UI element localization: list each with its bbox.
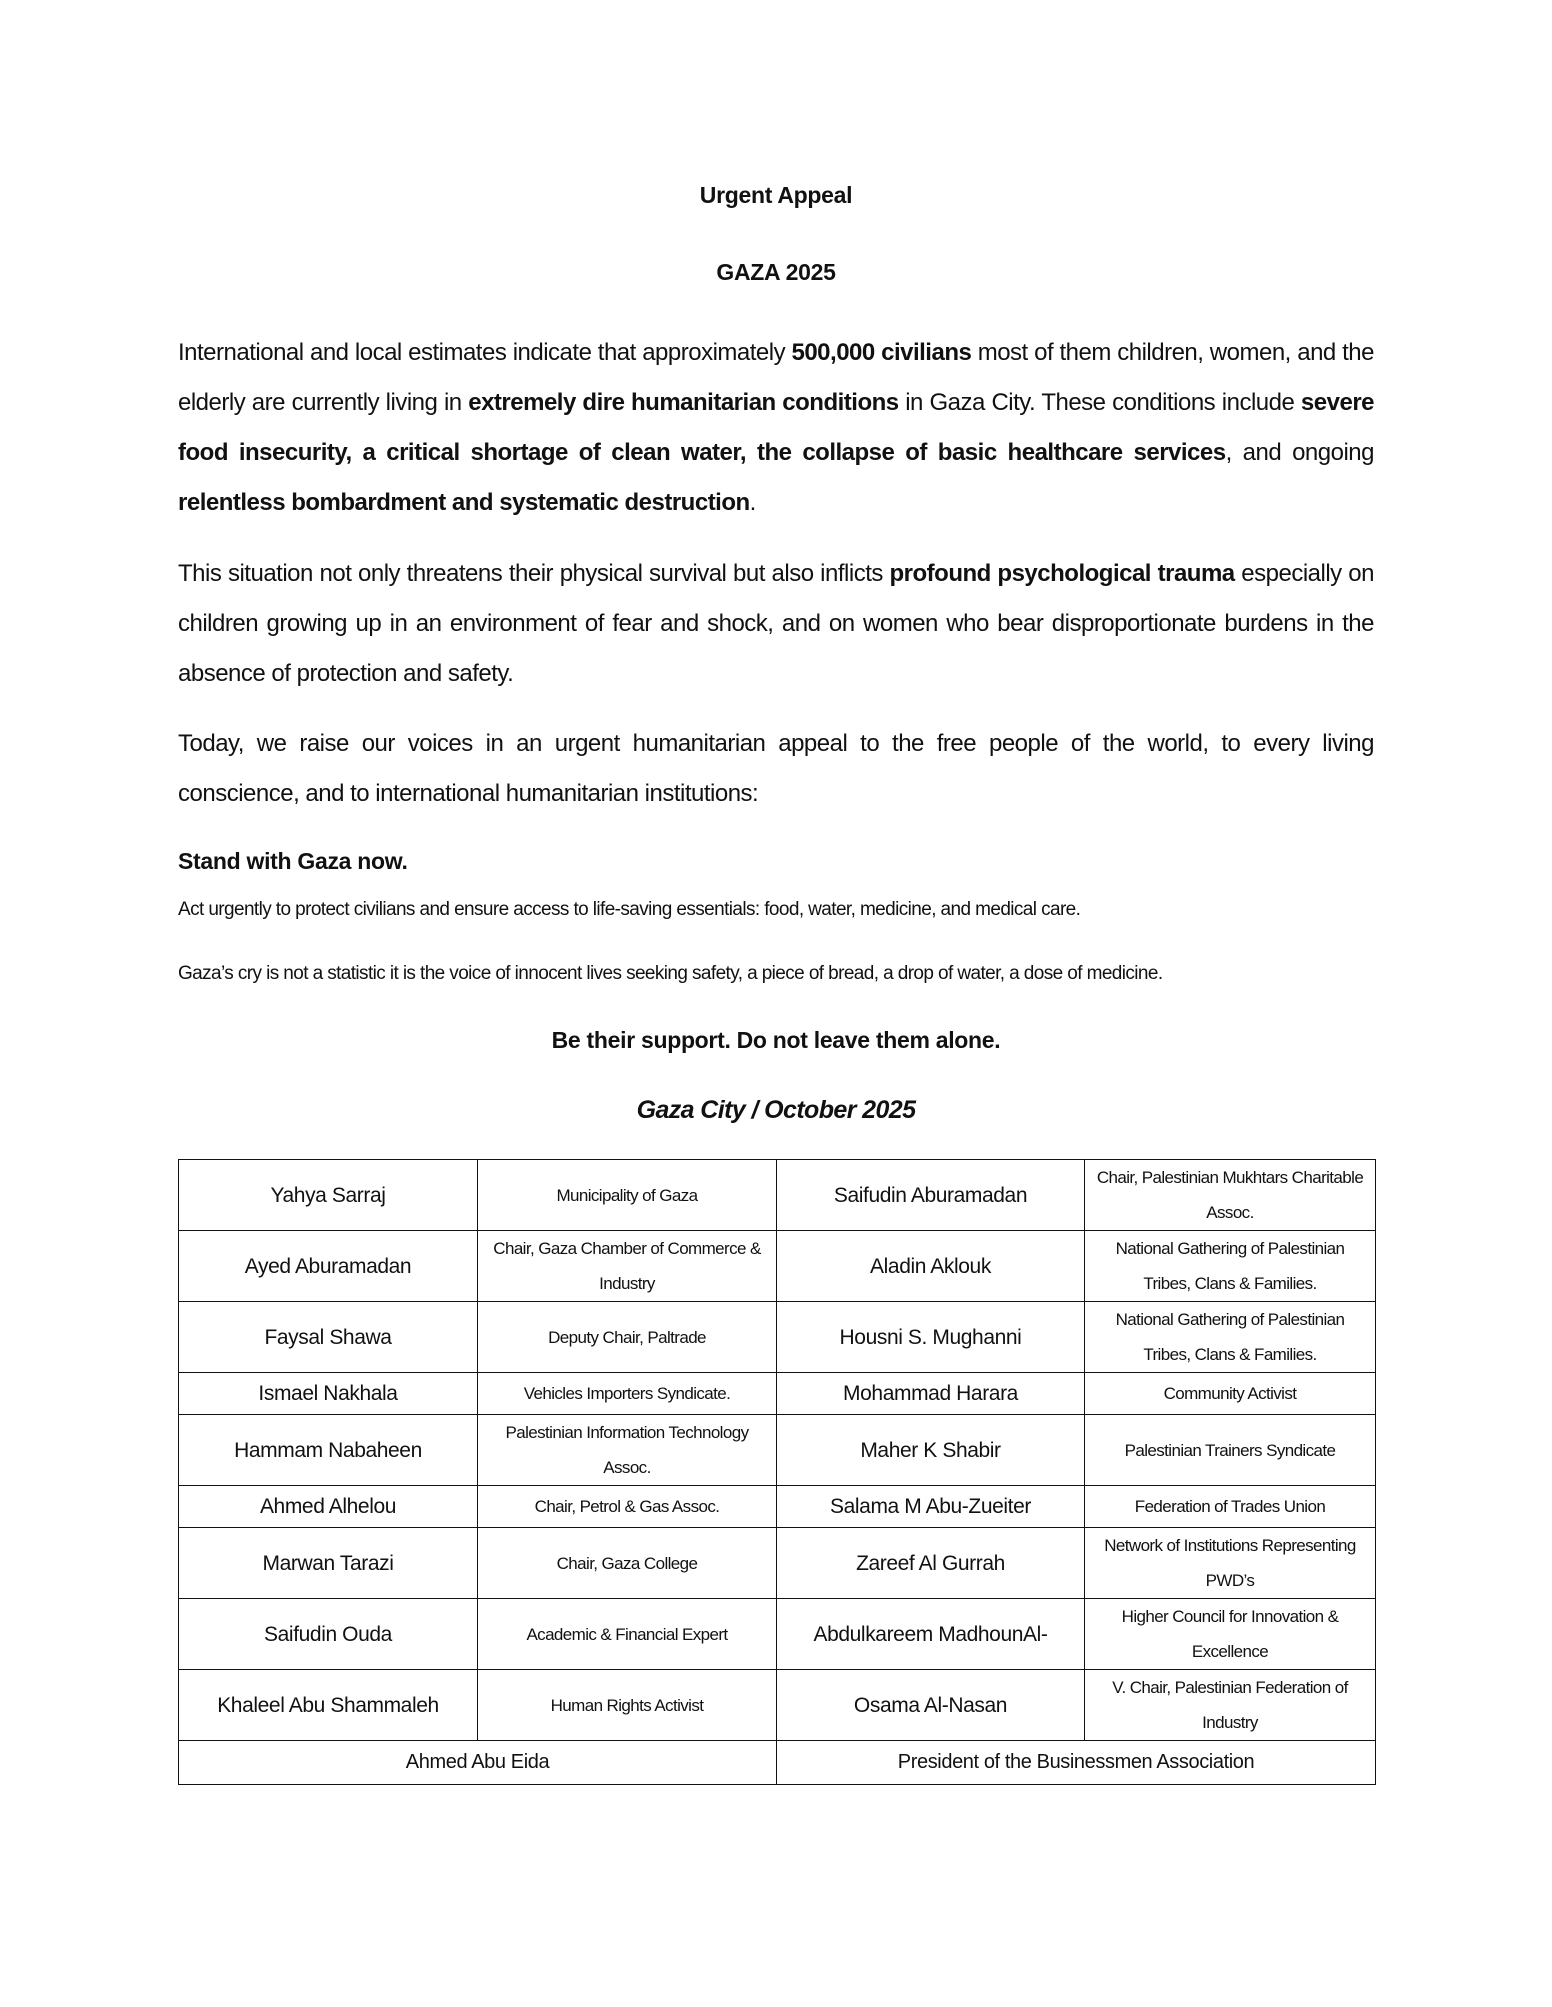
signatory-organization: Chair, Gaza Chamber of Commerce & Industry bbox=[478, 1231, 777, 1302]
signatory-organization: Palestinian Trainers Syndicate bbox=[1085, 1415, 1376, 1486]
signatories-table bbox=[178, 1159, 1376, 1785]
signatory-organization: Human Rights Activist bbox=[478, 1670, 777, 1741]
closing-line: Be their support. Do not leave them alone. bbox=[551, 1027, 1001, 1053]
signatory-name: Housni S. Mughanni bbox=[777, 1302, 1085, 1373]
signatory-organization: National Gathering of Palestinian Tribes, Clans & Families. bbox=[1085, 1231, 1376, 1302]
signatory-row bbox=[179, 1415, 1376, 1486]
signatory-name: Saifudin Aburamadan bbox=[777, 1160, 1085, 1231]
signatory-name: Osama Al-Nasan bbox=[777, 1670, 1085, 1741]
highlight-bombardment: relentless bombardment and systematic destruction bbox=[178, 489, 750, 516]
signatory-organization: Municipality of Gaza bbox=[478, 1160, 777, 1231]
call-line-essentials: Act urgently to protect civilians and ensure access to life-saving essentials: food, water, medicine, and medical care. bbox=[178, 899, 1081, 920]
signatory-row bbox=[179, 1670, 1376, 1741]
highlight-trauma: profound psychological trauma bbox=[889, 560, 1235, 587]
highlight-civilians: 500,000 civilians bbox=[791, 339, 972, 366]
signatory-name: Yahya Sarraj bbox=[179, 1160, 478, 1231]
paragraph-trauma: This situation not only threatens their physical survival but also inflicts profound psychological trauma especially on children growing up in an environment of fear and shock, and on women who bear disproportionate burdens in the absence of protection and safety. bbox=[178, 560, 1374, 687]
signatory-organization: Deputy Chair, Paltrade bbox=[478, 1302, 777, 1373]
place-date: Gaza City / October 2025 bbox=[636, 1096, 916, 1124]
signatory-name: Ismael Nakhala bbox=[179, 1373, 478, 1415]
signatory-organization: Chair, Gaza College bbox=[478, 1528, 777, 1599]
document-subtitle: GAZA 2025 bbox=[716, 259, 836, 285]
signatory-organization: President of the Businessmen Association bbox=[777, 1741, 1376, 1785]
call-heading: Stand with Gaza now. bbox=[178, 848, 408, 874]
signatory-name: Khaleel Abu Shammaleh bbox=[179, 1670, 478, 1741]
highlight-insecurity: severe food insecurity, a critical shortage of clean water, the collapse of basic healthcare services bbox=[178, 389, 1374, 466]
signatory-name: Maher K Shabir bbox=[777, 1415, 1085, 1486]
signatory-row bbox=[179, 1160, 1376, 1231]
signatory-organization: Federation of Trades Union bbox=[1085, 1486, 1376, 1528]
signatory-organization: Palestinian Information Technology Assoc. bbox=[478, 1415, 777, 1486]
signatory-name: Abdulkareem MadhounAl- bbox=[777, 1599, 1085, 1670]
document-title: Urgent Appeal bbox=[699, 182, 853, 208]
signatory-name: Ayed Aburamadan bbox=[179, 1231, 478, 1302]
signatory-organization: Academic & Financial Expert bbox=[478, 1599, 777, 1670]
signatory-name: Mohammad Harara bbox=[777, 1373, 1085, 1415]
signatory-organization: Chair, Palestinian Mukhtars Charitable Assoc. bbox=[1085, 1160, 1376, 1231]
paragraph-appeal: Today, we raise our voices in an urgent humanitarian appeal to the free people of the world, to every living conscience, and to international humanitarian institutions: bbox=[178, 730, 1374, 807]
signatory-name: Faysal Shawa bbox=[179, 1302, 478, 1373]
signatory-name: Ahmed Alhelou bbox=[179, 1486, 478, 1528]
signatory-row bbox=[179, 1231, 1376, 1302]
signatory-name: Salama M Abu-Zueiter bbox=[777, 1486, 1085, 1528]
paragraph-situation: International and local estimates indicate that approximately 500,000 civilians most of them children, women, and the elderly are currently living in extremely dire humanitarian conditions in Gaza City. These conditions include severe food insecurity, a critical shortage of clean water, the collapse of basic healthcare services, and ongoing relentless bombardment and systematic destruction. bbox=[178, 339, 1374, 516]
signatory-row bbox=[179, 1528, 1376, 1599]
signatory-organization: Higher Council for Innovation & Excellence bbox=[1085, 1599, 1376, 1670]
signatory-organization: Community Activist bbox=[1085, 1373, 1376, 1415]
signatory-row bbox=[179, 1486, 1376, 1528]
highlight-conditions: extremely dire humanitarian conditions bbox=[468, 389, 899, 416]
signatory-organization: National Gathering of Palestinian Tribes, Clans & Families. bbox=[1085, 1302, 1376, 1373]
signatory-organization: Vehicles Importers Syndicate. bbox=[478, 1373, 777, 1415]
signatory-name: Hammam Nabaheen bbox=[179, 1415, 478, 1486]
signatory-row bbox=[179, 1599, 1376, 1670]
signatory-name: Ahmed Abu Eida bbox=[179, 1741, 777, 1785]
signatory-row bbox=[179, 1373, 1376, 1415]
signatory-name: Aladin Aklouk bbox=[777, 1231, 1085, 1302]
signatory-row bbox=[179, 1302, 1376, 1373]
signatory-name: Saifudin Ouda bbox=[179, 1599, 478, 1670]
signatory-row-final bbox=[179, 1741, 1376, 1785]
signatory-name: Zareef Al Gurrah bbox=[777, 1528, 1085, 1599]
signatory-organization: Network of Institutions Representing PWD’s bbox=[1085, 1528, 1376, 1599]
signatory-name: Marwan Tarazi bbox=[179, 1528, 478, 1599]
signatory-organization: V. Chair, Palestinian Federation of Industry bbox=[1085, 1670, 1376, 1741]
call-line-cry: Gaza’s cry is not a statistic it is the voice of innocent lives seeking safety, a piece of bread, a drop of water, a dose of medicine. bbox=[178, 963, 1163, 984]
signatory-organization: Chair, Petrol & Gas Assoc. bbox=[478, 1486, 777, 1528]
